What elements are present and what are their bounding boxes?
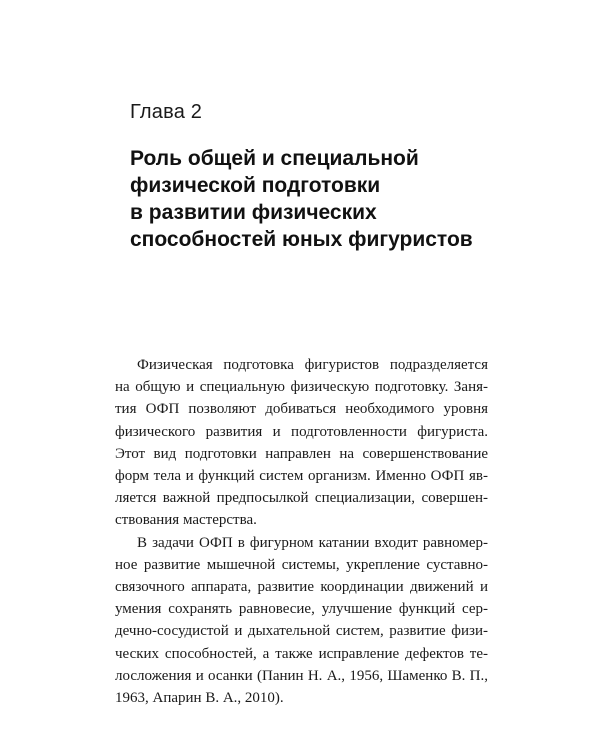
text-line: физического развития и подготовленности фигуриста. — [115, 423, 488, 440]
text-line: 1963, Апарин В. А., 2010). — [115, 690, 284, 707]
chapter-title-line: Роль общей и специальной — [130, 147, 419, 170]
text-line: связочного аппарата, развитие координации движений и — [115, 579, 488, 596]
text-line: ствования мастерства. — [115, 512, 257, 529]
text-line: умения сохранять равновесие, улучшение функций сер- — [115, 601, 488, 618]
chapter-title — [130, 145, 510, 253]
text-line: ляется важной предпосылкой специализации, совершен- — [115, 490, 488, 507]
chapter-title-line: в развитии физических — [130, 201, 377, 224]
text-line: ческих способностей, а также исправление дефектов те- — [115, 645, 488, 662]
text-line: Физическая подготовка фигуристов подразделяется — [137, 357, 488, 373]
text-line: тия ОФП позволяют добиваться необходимого уровня — [115, 401, 488, 418]
paragraph-2 — [115, 532, 488, 710]
text-line: форм тела и функций систем организм. Именно ОФП яв- — [115, 468, 488, 485]
text-line: на общую и специальную физическую подготовку. Заня- — [115, 379, 488, 396]
body-text — [115, 354, 488, 709]
paragraph-1 — [115, 354, 488, 532]
text-line: дечно-сосудистой и дыхательной систем, развитие физи- — [115, 623, 488, 640]
chapter-title-line: физической подготовки — [130, 174, 381, 197]
chapter-number: Глава 2 — [130, 101, 203, 123]
text-line: В задачи ОФП в фигурном катании входит равномер- — [137, 534, 488, 551]
text-line: ное развитие мышечной системы, укрепление суставно- — [115, 556, 488, 573]
text-line: лосложения и осанки (Панин Н. А., 1956, Шаменко В. П., — [115, 667, 488, 684]
text-line: Этот вид подготовки направлен на совершенствование — [115, 445, 488, 462]
chapter-title-line: способностей юных фигуристов — [130, 228, 473, 251]
